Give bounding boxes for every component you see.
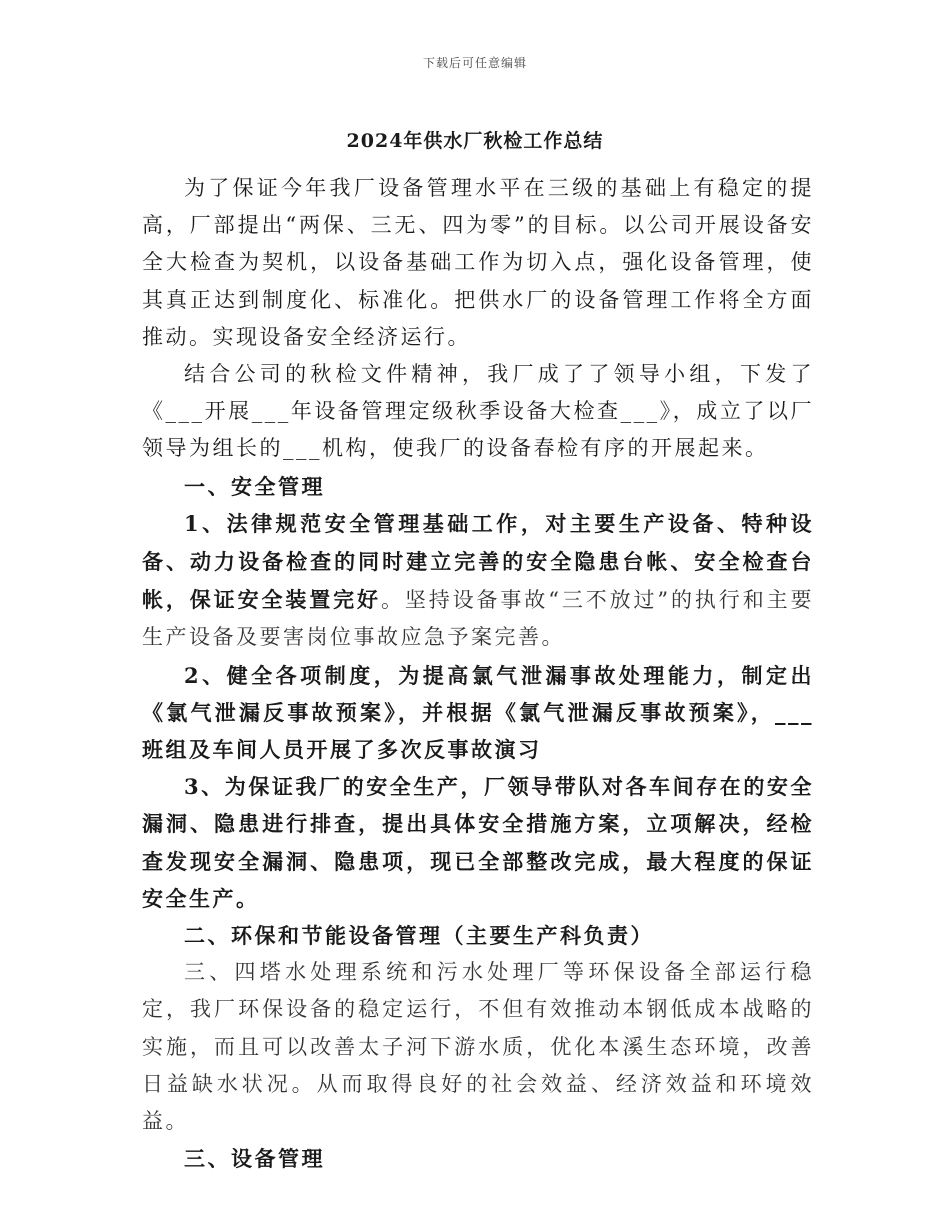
section-heading-safety: 一、安全管理 bbox=[184, 473, 325, 499]
paragraph-intro: 为了保证今年我厂设备管理水平在三级的基础上有稳定的提高，厂部提出“两保、三无、四为零”的目标。以公司开展设备安全大检查为契机，以设备基础工作为切入点，强化设备管理，使其真正达到制度化、标准化。把供水厂的设备管理工作将全方面推动。实现设备安全经济运行。 bbox=[142, 176, 814, 349]
paragraph-safety-1 bbox=[142, 505, 814, 657]
document-body bbox=[142, 170, 814, 1177]
section-heading-equipment: 三、设备管理 bbox=[184, 1146, 325, 1172]
paragraph-leadership: 结合公司的秋检文件精神，我厂成了了领导小组，下发了《___开展___年设备管理定级秋季设备大检查___》，成立了以厂领导为组长的___机构，使我厂的设备春检有序的开展起来。 bbox=[142, 362, 814, 461]
page-header: 下载后可任意编辑 bbox=[422, 56, 527, 70]
paragraph-safety-2: 2、健全各项制度，为提高氯气泄漏事故处理能力，制定出《氯气泄漏反事故预案》，并根据《氯气泄漏反事故预案》，___班组及车间人员开展了多次反事故演习 bbox=[142, 662, 814, 763]
paragraph-safety-1-rest: 。坚持设备事故“三不放过”的执行和主要生产设备及要害岗位事故应急予案完善。 bbox=[142, 588, 814, 650]
paragraph-environment: 三、四塔水处理系统和污水处理厂等环保设备全部运行稳定，我厂环保设备的稳定运行，不但有效推动本钢低成本战略的实施，而且可以改善太子河下游水质，优化本溪生态环境，改善日益缺水状况。从而取得良好的社会效益、经济效益和环境效益。 bbox=[142, 960, 814, 1134]
document-title: 2024年供水厂秋检工作总结 bbox=[346, 130, 604, 152]
paragraph-safety-1-bold: 1、法律规范安全管理基础工作，对主要生产设备、特种设备、动力设备检查的同时建立完善的安全隐患台帐、安全检查台帐，保证安全装置完好 bbox=[142, 510, 814, 613]
section-heading-environment: 二、环保和节能设备管理（主要生产科负责） bbox=[184, 923, 654, 949]
paragraph-safety-3: 3、为保证我厂的安全生产，厂领导带队对各车间存在的安全漏洞、隐患进行排查，提出具体安全措施方案，立项解决，经检查发现安全漏洞、隐患项，现已全部整改完成，最大程度的保证安全生产。 bbox=[142, 774, 814, 911]
